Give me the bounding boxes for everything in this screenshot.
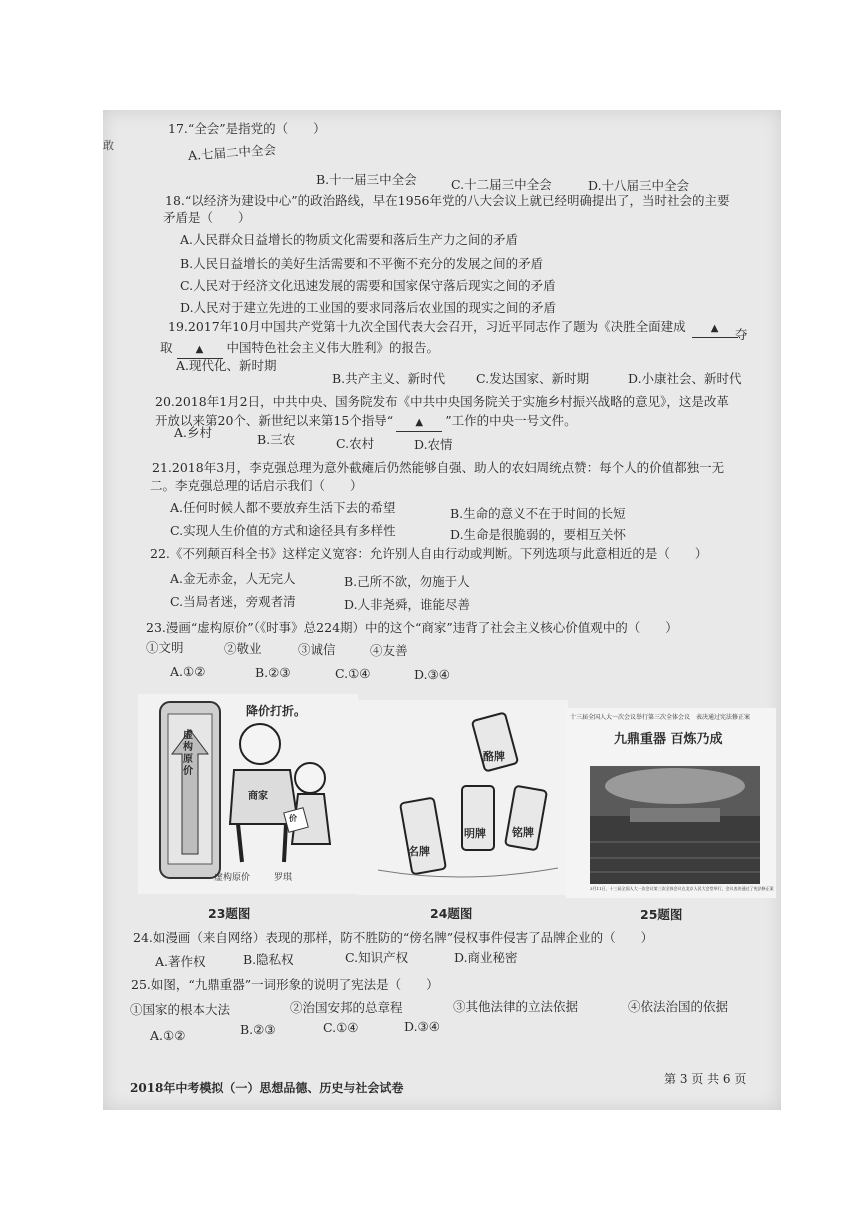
tablet-tag-real: 名牌 — [408, 845, 430, 858]
q21-stem-1: 21.2018年3月，李克强总理为意外截瘫后仍然能够自强、助人的农妇周统点赞：每个人的价值都独一无 — [152, 460, 725, 475]
q20-stem-1: 20.2018年1月2日，中共中央、国务院发布《中共中央国务院关于实施乡村振兴战略的意见》，这是改革 — [155, 394, 729, 409]
q22-option-a: A.金无赤金，人无完人 — [170, 571, 296, 586]
q24-option-d: D.商业秘密 — [454, 950, 518, 965]
cartoon-caption: 虚构原价 — [214, 873, 251, 883]
q23-option-a: A.①② — [170, 664, 206, 679]
figure-25-label: 25题图 — [640, 907, 683, 922]
q23-stem: 23.漫画“虚构原价”（《时事》总224期）中的这个“商家”违背了社会主义核心价值观中的（ ） — [146, 620, 678, 635]
q23-item-4: ④友善 — [370, 643, 408, 658]
q17-option-d: D.十八届三中全会 — [588, 178, 690, 193]
q20-stem-2b: ”工作的中央一号文件。 — [445, 413, 577, 428]
q19-stem-2b: 中国特色社会主义伟大胜利》的报告。 — [226, 340, 440, 355]
q20-option-d: D.农情 — [414, 437, 453, 452]
q20-blank: ▲ — [396, 415, 442, 432]
q18-option-a: A.人民群众日益增长的物质文化需要和落后生产力之间的矛盾 — [180, 232, 519, 247]
price-card-label: 价 — [289, 813, 297, 823]
q25-item-2: ②治国安邦的总章程 — [290, 1000, 403, 1015]
q18-option-d: D.人民对于建立先进的工业国的要求同落后农业国的现实之间的矛盾 — [180, 300, 557, 315]
q22-option-c: C.当局者迷，旁观者清 — [170, 594, 296, 609]
q19-option-d: D.小康社会、新时代 — [628, 371, 742, 386]
arrow-label: 虚构原价 — [183, 730, 193, 777]
q23-option-c: C.①④ — [335, 666, 371, 681]
photo-caption: 3月11日，十三届全国人大一次会议第三次全体会议在北京人民大会堂举行，会议表决通过了宪法修正案 — [590, 886, 774, 891]
q19-blank-2: ▲ — [177, 342, 223, 359]
figure-23-label: 23题图 — [208, 906, 251, 921]
news-headline: 九鼎重器 百炼乃成 — [614, 732, 723, 747]
q25-item-1: ①国家的根本大法 — [130, 1002, 231, 1017]
q21-stem-2: 二。李克强总理的话启示我们（ ） — [150, 478, 363, 493]
q18-stem-1: 18.“以经济为建设中心”的政治路线，早在1956年党的八大会议上就已经明确提出了，当时社会的主要 — [165, 193, 730, 208]
q20-option-c: C.农村 — [336, 436, 375, 451]
q17-stem: 17.“全会”是指党的（ ） — [168, 121, 326, 136]
q23-option-d: D.③④ — [414, 667, 450, 682]
q25-option-a: A.①② — [150, 1028, 186, 1043]
q23-item-3: ③诚信 — [298, 642, 336, 657]
margin-character: 敢 — [103, 139, 114, 152]
q17-option-b: B.十一届三中全会 — [316, 172, 417, 187]
tablet-tag-fake-2: 明牌 — [464, 827, 486, 840]
brand-tablets-drawing — [358, 700, 568, 895]
q22-stem: 22.《不列颠百科全书》这样定义宽容：允许别人自由行动或判断。下列选项与此意相近的是（ ） — [150, 546, 708, 561]
q19-stem-1a: 19.2017年10月中国共产党第十九次全国代表大会召开，习近平同志作了题为《决胜全面建成 — [168, 319, 686, 334]
q21-option-c: C.实现人生价值的方式和途径具有多样性 — [170, 523, 396, 538]
q20-stem-2 — [155, 413, 577, 432]
q22-option-b: B.己所不欲，勿施于人 — [344, 574, 470, 589]
q23-item-2: ②敬业 — [224, 641, 262, 656]
q21-option-b: B.生命的意义不在于时间的长短 — [450, 506, 626, 521]
q19-stem-1b: 夺 — [735, 327, 748, 342]
merchant-shirt-label: 商家 — [248, 791, 268, 802]
q23-option-b: B.②③ — [255, 665, 291, 680]
q18-stem-2: 矛盾是（ ） — [163, 210, 251, 225]
q25-item-4: ④依法治国的依据 — [628, 999, 729, 1014]
q25-item-3: ③其他法律的立法依据 — [453, 999, 579, 1014]
tablet-tag-fake-1: 酪牌 — [483, 750, 505, 763]
q19-option-c: C.发达国家、新时期 — [476, 371, 590, 386]
cartoon-author: 罗琪 — [274, 873, 293, 883]
q21-option-a: A.任何时候人都不要放弃生活下去的希望 — [170, 500, 396, 515]
q21-option-d: D.生命是很脆弱的，要相互关怀 — [450, 527, 627, 542]
q22-option-d: D.人非尧舜，谁能尽善 — [344, 597, 471, 612]
q25-option-b: B.②③ — [240, 1022, 276, 1037]
q17-option-a: A.七届二中全会 — [187, 141, 277, 164]
q18-option-c: C.人民对于经济文化迅速发展的需要和国家保守落后现实之间的矛盾 — [180, 278, 556, 293]
q18-option-b: B.人民日益增长的美好生活需要和不平衡不充分的发展之间的矛盾 — [180, 256, 544, 271]
figure-24-label: 24题图 — [430, 906, 473, 921]
figure-25-news — [566, 708, 776, 898]
q23-item-1: ①文明 — [146, 640, 184, 655]
q24-option-a: A.著作权 — [155, 954, 206, 969]
q25-option-c: C.①④ — [323, 1020, 359, 1035]
q24-stem: 24.如漫画（来自网络）表现的那样，防不胜防的“傍名牌”侵权事件侵害了品牌企业的（ ） — [133, 930, 654, 945]
great-hall-photo — [590, 766, 760, 884]
q20-option-b: B.三农 — [257, 432, 296, 447]
speech-bubble-text: 降价打折。 — [246, 704, 307, 718]
q19-stem-1 — [168, 319, 744, 338]
figure-23-cartoon — [138, 694, 358, 894]
news-header: 十三届全国人大一次会议举行第三次全体会议 表决通过宪法修正案 — [570, 714, 751, 721]
figure-24-cartoon — [358, 700, 568, 895]
q19-blank-1: ▲ — [692, 321, 738, 338]
q24-option-c: C.知识产权 — [345, 950, 409, 965]
q24-option-b: B.隐私权 — [243, 952, 294, 967]
footer-page-number: 第 3 页 共 6 页 — [664, 1072, 747, 1086]
q25-stem: 25.如图，“九鼎重器”一词形象的说明了宪法是（ ） — [131, 977, 439, 992]
q17-option-c: C.十二届三中全会 — [451, 177, 552, 192]
q25-option-d: D.③④ — [404, 1019, 440, 1034]
tablet-tag-fake-3: 铭牌 — [512, 826, 534, 839]
q19-stem-2 — [160, 340, 439, 359]
q20-stem-2a: 开放以来第20个、新世纪以来第15个指导“ — [155, 413, 394, 428]
q19-stem-2a: 取 — [160, 340, 173, 355]
q19-option-a: A.现代化、新时期 — [176, 358, 277, 373]
footer-exam-title: 2018年中考模拟（一）思想品德、历史与社会试卷 — [130, 1081, 404, 1095]
q19-option-b: B.共产主义、新时代 — [332, 371, 446, 386]
q20-option-a: A.乡村 — [174, 425, 213, 440]
